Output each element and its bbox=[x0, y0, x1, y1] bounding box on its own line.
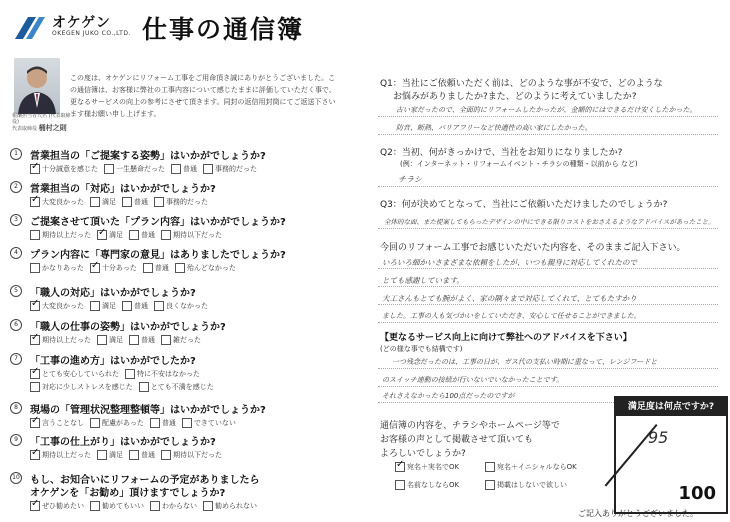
option-checkbox[interactable] bbox=[161, 229, 222, 241]
option-checkbox[interactable] bbox=[30, 417, 84, 429]
option-checkbox[interactable] bbox=[161, 334, 201, 346]
option-label: 雑だった bbox=[173, 336, 201, 344]
option-checkbox[interactable] bbox=[154, 300, 208, 312]
option-checkbox[interactable] bbox=[90, 300, 116, 312]
option-row bbox=[30, 300, 214, 312]
option-label: 普通 bbox=[134, 198, 148, 206]
option-checkbox[interactable] bbox=[175, 262, 236, 274]
option-row bbox=[30, 163, 263, 175]
publish-option-label: 宛名＋イニシャルならOK bbox=[497, 463, 577, 471]
checkbox-icon[interactable] bbox=[143, 263, 153, 273]
question-number: 2 bbox=[10, 181, 22, 193]
option-label: 勧められない bbox=[215, 502, 257, 510]
option-checkbox[interactable] bbox=[203, 163, 257, 175]
checkbox-icon[interactable] bbox=[30, 335, 40, 345]
option-checkbox[interactable] bbox=[97, 334, 123, 346]
staff-name: 桶村之則 bbox=[38, 124, 67, 132]
option-checkbox[interactable] bbox=[90, 417, 144, 429]
staff-caption-line2: 代表取締役 bbox=[12, 126, 38, 132]
option-label: かなりあった bbox=[42, 264, 84, 272]
option-checkbox[interactable] bbox=[90, 500, 144, 512]
option-label: 特に不安はなかった bbox=[137, 370, 200, 378]
question-number: 3 bbox=[10, 214, 22, 226]
checkbox-icon[interactable] bbox=[30, 369, 40, 379]
option-label: 普通 bbox=[141, 231, 155, 239]
impression-answer-2: とても感謝しています。 bbox=[382, 276, 464, 285]
checkbox-icon[interactable] bbox=[161, 230, 171, 240]
option-label: 満足 bbox=[109, 231, 123, 239]
intro-text: この度は、オケゲンにリフォーム工事をご用命頂き誠にありがとうございました。この通信簿は、お客様に弊社の工事内容について感じたままに評価していただく事で、更なるサービスの向上の参考にさせて頂きます。同封の返信用封筒にてご返送下さいます様お願い申し上げます。 bbox=[70, 74, 336, 118]
publish-question-1: 通信簿の内容を、チラシやホームページ等で bbox=[380, 421, 560, 431]
checkbox-icon[interactable] bbox=[30, 263, 40, 273]
option-label: 良くなかった bbox=[166, 302, 208, 310]
option-label: 大変良かった bbox=[42, 302, 84, 310]
checkbox-icon[interactable] bbox=[30, 418, 40, 428]
staff-caption-line1: 報酬担当者氏名 (代表取締役) bbox=[12, 113, 71, 125]
score-value: 95 bbox=[648, 428, 669, 447]
publish-option[interactable] bbox=[395, 462, 459, 472]
option-label: できていない bbox=[193, 419, 236, 427]
checkbox-icon[interactable] bbox=[30, 197, 40, 207]
score-box bbox=[614, 396, 728, 514]
option-checkbox[interactable] bbox=[203, 500, 257, 512]
question-number: 8 bbox=[10, 402, 22, 414]
checkbox-icon[interactable] bbox=[129, 230, 139, 240]
option-label: ぜひ勧めたい bbox=[42, 502, 84, 510]
q2-text: Q2：当初、何がきっかけで、当社をお知りになりましたか? bbox=[380, 148, 623, 158]
checkbox-icon[interactable] bbox=[182, 418, 192, 428]
option-label: 普通 bbox=[141, 451, 155, 459]
option-row bbox=[30, 500, 263, 512]
publish-option-label: 宛名＋実名でOK bbox=[407, 463, 460, 471]
option-checkbox[interactable] bbox=[125, 368, 200, 380]
checkbox-icon[interactable] bbox=[90, 197, 100, 207]
question-number: 9 bbox=[10, 434, 22, 446]
question-text-2: オケゲンを「お勧め」頂けますでしょうか? bbox=[30, 488, 226, 499]
page-title: 仕事の通信簿 bbox=[142, 15, 305, 44]
q1-text: Q1：当社にご依頼いただく前は、どのような事が不安で、どのような bbox=[380, 79, 663, 89]
option-label: 普通 bbox=[161, 419, 176, 427]
checkbox-icon[interactable] bbox=[150, 501, 160, 511]
option-checkbox[interactable] bbox=[122, 300, 148, 312]
option-row bbox=[30, 262, 242, 274]
option-label: 期待以上だった bbox=[42, 231, 91, 239]
checkbox-icon[interactable] bbox=[485, 480, 495, 490]
option-checkbox[interactable] bbox=[97, 449, 123, 461]
question-text: 「工事の進め方」はいかがでしたか? bbox=[30, 356, 196, 367]
option-label: 期待以下だった bbox=[173, 451, 222, 459]
option-label: わからない bbox=[162, 502, 197, 510]
checkbox-icon[interactable] bbox=[97, 450, 107, 460]
checkbox-icon[interactable] bbox=[395, 462, 405, 472]
option-checkbox[interactable] bbox=[122, 196, 148, 208]
q3-answer: 全体的な面、また提案してもらったデザインの中にできる限りコストをおさえるようなアドバイスがあったこと。 bbox=[384, 218, 715, 226]
option-label: 満足 bbox=[102, 198, 116, 206]
checkbox-icon[interactable] bbox=[161, 335, 171, 345]
advice-answer-2: のスイッチ連動の接続が行いないでいなかったことです。 bbox=[382, 376, 564, 384]
option-label: とても不満を感じた bbox=[150, 383, 214, 391]
option-checkbox[interactable] bbox=[129, 229, 155, 241]
checkbox-icon[interactable] bbox=[125, 369, 135, 379]
question-number: 5 bbox=[10, 285, 22, 297]
checkbox-icon[interactable] bbox=[154, 197, 164, 207]
checkbox-icon[interactable] bbox=[154, 301, 164, 311]
option-checkbox[interactable] bbox=[154, 196, 208, 208]
checkbox-icon[interactable] bbox=[150, 418, 160, 428]
q3-text: Q3：何が決めてとなって、当社にご依頼いただけましたのでしょうか? bbox=[380, 200, 668, 210]
option-label: 大変良かった bbox=[42, 198, 84, 206]
question-text: 「職人の仕事の姿勢」はいかがでしょうか? bbox=[30, 322, 226, 333]
option-checkbox[interactable] bbox=[30, 300, 84, 312]
question-text: ご提案させて頂いた「プラン内容」はいかがでしょうか? bbox=[30, 217, 286, 228]
advice-sub: (どの様な事でも結構です) bbox=[380, 345, 463, 353]
option-checkbox[interactable] bbox=[139, 381, 214, 393]
question-number: 10 bbox=[10, 472, 22, 484]
option-checkbox[interactable] bbox=[30, 196, 84, 208]
option-checkbox[interactable] bbox=[30, 449, 91, 461]
score-max: 100 bbox=[678, 483, 716, 504]
option-label: 満足 bbox=[109, 451, 123, 459]
advice-answer-1: 一つ残念だったのは、工事の日が、ガス代の支払い時期に重なって、レンジフードと bbox=[392, 358, 658, 366]
option-checkbox[interactable] bbox=[129, 334, 155, 346]
checkbox-icon[interactable] bbox=[122, 197, 132, 207]
publish-option-label: 掲載はしないで欲しい bbox=[497, 481, 567, 489]
option-label: 言うことなし bbox=[42, 419, 84, 427]
option-label: 十分誠意を感じた bbox=[42, 165, 98, 173]
staff-photo bbox=[14, 58, 60, 114]
publish-question-3: よろしいでしょうか? bbox=[380, 449, 466, 459]
checkbox-icon[interactable] bbox=[129, 450, 139, 460]
option-checkbox[interactable] bbox=[150, 500, 197, 512]
checkbox-icon[interactable] bbox=[161, 450, 171, 460]
checkbox-icon[interactable] bbox=[97, 335, 107, 345]
question-number: 7 bbox=[10, 353, 22, 365]
checkbox-icon[interactable] bbox=[90, 263, 100, 273]
option-label: 期待以上だった bbox=[42, 336, 91, 344]
option-label: 満足 bbox=[102, 302, 116, 310]
impression-answer-4: ました。工事の人も気づかいをしていただき、安心して任せることができました。 bbox=[382, 312, 641, 320]
option-row bbox=[30, 381, 220, 393]
option-row bbox=[30, 229, 228, 241]
option-label: 普通 bbox=[154, 264, 169, 272]
option-checkbox[interactable] bbox=[97, 229, 123, 241]
option-label: 普通 bbox=[141, 336, 155, 344]
staff-caption bbox=[12, 113, 72, 132]
option-row bbox=[30, 417, 242, 429]
checkbox-icon[interactable] bbox=[30, 230, 40, 240]
option-label: 普通 bbox=[183, 165, 197, 173]
question-text: プラン内容に「専門家の意見」はありましたでしょうか? bbox=[30, 250, 286, 261]
checkbox-icon[interactable] bbox=[129, 335, 139, 345]
checkbox-icon[interactable] bbox=[30, 450, 40, 460]
question-text: もし、お知合いにリフォームの予定がありましたら bbox=[30, 475, 260, 486]
option-label: 一生懸命だった bbox=[116, 165, 165, 173]
checkbox-icon[interactable] bbox=[104, 164, 114, 174]
option-checkbox[interactable] bbox=[150, 417, 176, 429]
checkbox-icon[interactable] bbox=[90, 418, 100, 428]
option-label: 期待以上だった bbox=[42, 451, 91, 459]
checkbox-icon[interactable] bbox=[203, 501, 213, 511]
option-checkbox[interactable] bbox=[161, 449, 222, 461]
checkbox-icon[interactable] bbox=[395, 480, 405, 490]
option-label: 対応に少しストレスを感じた bbox=[42, 383, 133, 391]
option-label: 十分あった bbox=[101, 264, 137, 272]
option-checkbox[interactable] bbox=[30, 368, 119, 380]
checkbox-icon[interactable] bbox=[30, 164, 40, 174]
question-text: 現場の「管理状況整理整頓等」はいかがでしょうか? bbox=[30, 405, 266, 416]
option-label: 配慮があった bbox=[102, 419, 144, 427]
option-checkbox[interactable] bbox=[104, 163, 165, 175]
checkbox-icon[interactable] bbox=[175, 263, 185, 273]
publish-question-2: お客様の声として掲載させて頂いても bbox=[380, 435, 534, 445]
option-checkbox[interactable] bbox=[90, 196, 116, 208]
checkbox-icon[interactable] bbox=[30, 301, 40, 311]
publish-option-label: 名前なしならOK bbox=[407, 481, 460, 489]
checkbox-icon[interactable] bbox=[90, 301, 100, 311]
brand-name: オケゲン bbox=[52, 15, 111, 31]
checkbox-icon[interactable] bbox=[203, 164, 213, 174]
checkbox-icon[interactable] bbox=[30, 501, 40, 511]
question-text: 「工事の仕上がり」はいかがでしょうか? bbox=[30, 437, 216, 448]
option-row bbox=[30, 196, 214, 208]
option-label: 満足 bbox=[109, 336, 123, 344]
impression-answer-1: いろいろ細かいさまざまな依頼をしたが、いつも親身に対応してくれたので bbox=[382, 258, 637, 267]
score-heading: 満足度は何点ですか? bbox=[616, 398, 726, 416]
question-number: 4 bbox=[10, 247, 22, 259]
advice-answer-3: それさえなかったら100点だったのですが bbox=[382, 392, 515, 400]
option-checkbox[interactable] bbox=[30, 262, 84, 274]
checkbox-icon[interactable] bbox=[139, 382, 149, 392]
option-label: 勧めてもいい bbox=[102, 502, 144, 510]
q2-sub: (例：インターネット・リフォームイベント・チラシの種類・以前から など) bbox=[400, 160, 638, 168]
option-checkbox[interactable] bbox=[30, 163, 98, 175]
option-row bbox=[30, 334, 207, 346]
thanks-text: ご記入ありがとうございました。 bbox=[578, 509, 698, 518]
q1-answer-2: 防音、断熱、バリアフリーなど快適性の高い家にしたかった。 bbox=[396, 124, 592, 132]
publish-option[interactable] bbox=[395, 480, 459, 490]
option-label: 殆んどなかった bbox=[186, 264, 236, 272]
checkbox-icon[interactable] bbox=[485, 462, 495, 472]
checkbox-icon[interactable] bbox=[30, 382, 40, 392]
checkbox-icon[interactable] bbox=[171, 164, 181, 174]
option-checkbox[interactable] bbox=[182, 417, 236, 429]
option-label: 事務的だった bbox=[215, 165, 257, 173]
publish-option[interactable] bbox=[485, 480, 567, 490]
option-checkbox[interactable] bbox=[171, 163, 197, 175]
option-label: とても安心していられた bbox=[42, 370, 119, 378]
option-checkbox[interactable] bbox=[30, 229, 91, 241]
q2-answer: チラシ bbox=[398, 175, 422, 184]
option-checkbox[interactable] bbox=[30, 334, 91, 346]
score-divider bbox=[605, 424, 658, 487]
option-checkbox[interactable] bbox=[30, 500, 84, 512]
impression-heading: 今回のリフォーム工事でお感じいただいた内容を、そのままご記入下さい。 bbox=[380, 243, 686, 253]
question-text: 営業担当の「対応」はいかがでしょうか? bbox=[30, 184, 216, 195]
option-label: 普通 bbox=[134, 302, 148, 310]
publish-option[interactable] bbox=[485, 462, 577, 472]
checkbox-icon[interactable] bbox=[122, 301, 132, 311]
question-text: 「職人の対応」はいかがでしょうか? bbox=[30, 288, 196, 299]
company-logo-icon bbox=[12, 14, 46, 42]
brand-sub: OKEGEN JUKO CO.,LTD. bbox=[52, 30, 131, 37]
q1-answer-1: 古い家だったので、全面的にリフォームしたかったが、金額的にはできるだけ安くしたかった。 bbox=[396, 106, 697, 114]
checkbox-icon[interactable] bbox=[97, 230, 107, 240]
advice-heading: 【更なるサービス向上に向けて弊社へのアドバイスを下さい】 bbox=[380, 333, 632, 343]
option-row bbox=[30, 449, 228, 461]
impression-answer-3: 大工さんもとても腕がよく、家の隅々まで対応してくれて、とてもたすかり bbox=[382, 294, 637, 303]
option-label: 事務的だった bbox=[166, 198, 208, 206]
option-checkbox[interactable] bbox=[30, 381, 133, 393]
option-checkbox[interactable] bbox=[90, 262, 137, 274]
option-row bbox=[30, 368, 206, 380]
question-text: 営業担当の「ご提案する姿勢」はいかがでしょうか? bbox=[30, 151, 266, 162]
option-checkbox[interactable] bbox=[129, 449, 155, 461]
option-checkbox[interactable] bbox=[143, 262, 169, 274]
question-number: 1 bbox=[10, 148, 22, 160]
q1-text-b: お悩みがありましたか?また、どのように考えていましたか? bbox=[393, 92, 637, 102]
checkbox-icon[interactable] bbox=[90, 501, 100, 511]
option-label: 期待以下だった bbox=[173, 231, 222, 239]
question-number: 6 bbox=[10, 319, 22, 331]
